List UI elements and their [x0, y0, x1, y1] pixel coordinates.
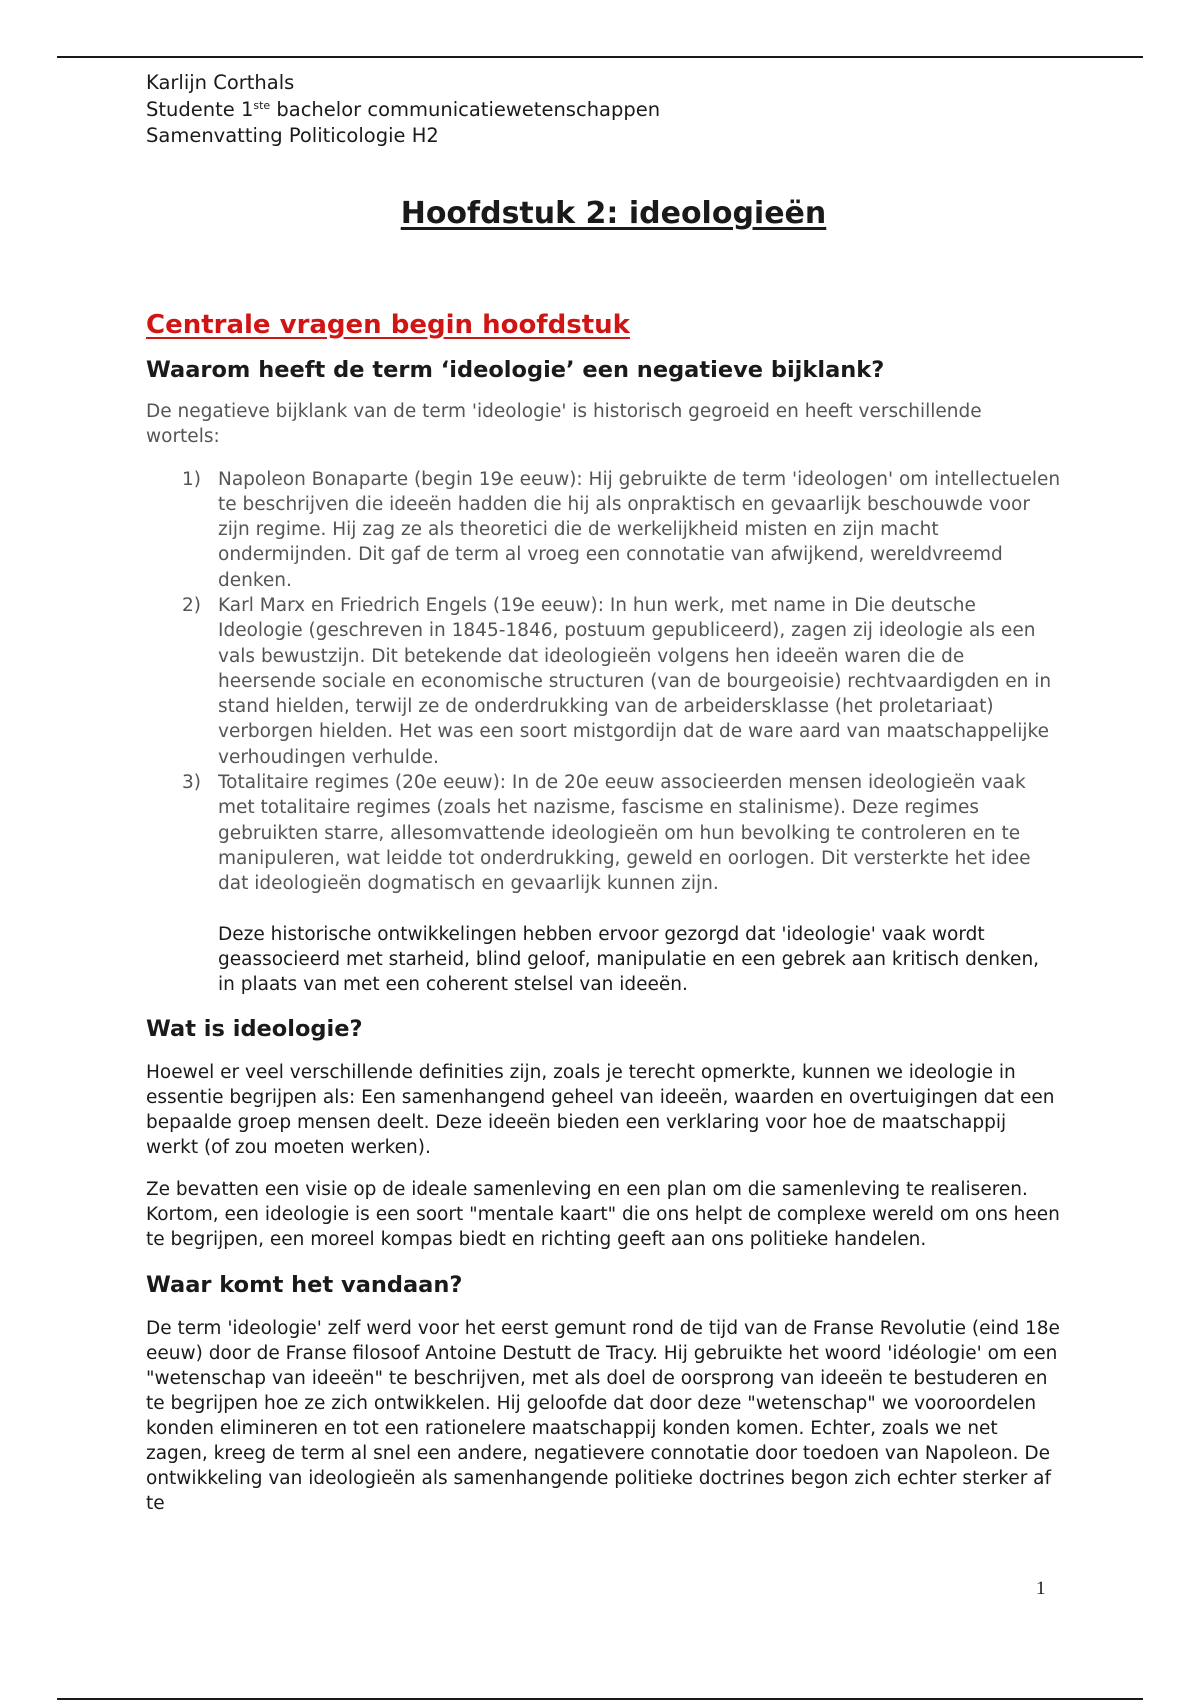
- list-item: [146, 467, 1061, 593]
- vision-paragraph: Ze bevatten een visie op de ideale samenleving en een plan om die samenleving te realiseren. Kortom, een ideologie is een soort "mentale kaart" die ons helpt de complexe wereld om ons heen te begrijpen, een moreel kompas biedt en richting geeft aan ons politieke handelen.: [146, 1178, 1060, 1250]
- numbered-list: [146, 467, 1061, 897]
- conclusion-paragraph: Deze historische ontwikkelingen hebben ervoor gezorgd dat 'ideologie' vaak wordt geassocieerd met starheid, blind geloof, manipulatie en een gebrek aan kritisch denken, in plaats van met een coherent stelsel van ideeën.: [218, 923, 1040, 995]
- definition-paragraph: Hoewel er veel verschillende definities zijn, zoals je terecht opmerkte, kunnen we ideologie in essentie begrijpen als: Een samenhangend geheel van ideeën, waarden en overtuigingen dat een bepaalde groep mensen deelt. Deze ideeën bieden een verklaring voor hoe de maatschappij werkt (of zou moeten werken).: [146, 1061, 1055, 1158]
- list-item-number: 2): [182, 594, 201, 616]
- page-number: 1: [1036, 1578, 1046, 1599]
- role-suffix: bachelor communicatiewetenschappen: [270, 97, 661, 121]
- document-subject: Samenvatting Politicologie H2: [146, 124, 439, 147]
- author-name: Karlijn Corthals: [146, 71, 295, 94]
- origin-paragraph: De term 'ideologie' zelf werd voor het eerst gemunt rond de tijd van de Franse Revolutie (eind 18e eeuw) door de Franse filosoof Antoine Destutt de Tracy. Hij gebruikte het woord 'idéologie' om een "wetenschap van ideeën" te beschrijven, met als doel de oorsprong van ideeën te bestuderen en te begrijpen hoe ze zich ontwikkelen. Hij geloofde dat door deze "wetenschap" we vooroordelen konden elimineren en tot een rationelere maatschappij konden komen. Echter, zoals we net zagen, kreeg de term al snel een andere, negatievere connotatie door toedoen van Napoleon. De ontwikkeling van ideologieën als samenhangende politieke doctrines begon zich echter sterker af te: [146, 1317, 1060, 1514]
- document-page: [146, 70, 1061, 1516]
- role-prefix: Studente 1: [146, 97, 254, 121]
- heading-what-is-ideology: Wat is ideologie?: [146, 1015, 363, 1042]
- role-superscript: ste: [253, 98, 271, 112]
- list-item-text: Karl Marx en Friedrich Engels (19e eeuw): In hun werk, met name in Die deutsche Ideologie (geschreven in 1845-1846, postuum gepubliceerd), zagen zij ideologie als een vals bewustzijn. Dit betekende dat ideologieën volgens hen ideeën waren die de heersende sociale en economische structuren (van de bourgeoisie) rechtvaardigden en in stand hielden, terwijl ze de onderdrukking van de arbeidersklasse (het proletariaat) verborgen hielden. Het was een soort mistgordijn dat de ware aard van maatschappelijke verhoudingen verhulde.: [218, 594, 1052, 768]
- page-title: Hoofdstuk 2: ideologieën: [400, 195, 827, 231]
- intro-paragraph: De negatieve bijklank van de term 'ideologie' is historisch gegroeid en heeft verschillende wortels:: [146, 400, 982, 447]
- list-item: [146, 593, 1061, 770]
- list-item-text: Napoleon Bonaparte (begin 19e eeuw): Hij gebruikte de term 'ideologen' om intellectuelen te beschrijven die ideeën hadden die hij als onpraktisch en gevaarlijk beschouwde voor zijn regime. Hij zag ze als theoretici die de werkelijkheid misten en zijn macht ondermijnden. Dit gaf de term al vroeg een connotatie van afwijkend, wereldvreemd denken.: [218, 468, 1061, 591]
- heading-negative-connotation: Waarom heeft de term ‘ideologie’ een negatieve bijklank?: [146, 356, 885, 383]
- list-item-number: 3): [182, 772, 201, 794]
- heading-origin: Waar komt het vandaan?: [146, 1271, 463, 1298]
- author-role: [146, 97, 1061, 124]
- section-title: Centrale vragen begin hoofdstuk: [146, 309, 630, 340]
- list-item-number: 1): [182, 468, 201, 490]
- list-item: [146, 770, 1061, 896]
- list-item-text: Totalitaire regimes (20e eeuw): In de 20e eeuw associeerden mensen ideologieën vaak met totalitaire regimes (zoals het nazisme, fascisme en stalinisme). Deze regimes gebruikten starre, allesomvattende ideologieën om hun bevolking te controleren en te manipuleren, wat leidde tot onderdrukking, geweld en oorlogen. Dit versterkte het idee dat ideologieën dogmatisch en gevaarlijk kunnen zijn.: [218, 772, 1031, 895]
- top-rule: [57, 56, 1143, 58]
